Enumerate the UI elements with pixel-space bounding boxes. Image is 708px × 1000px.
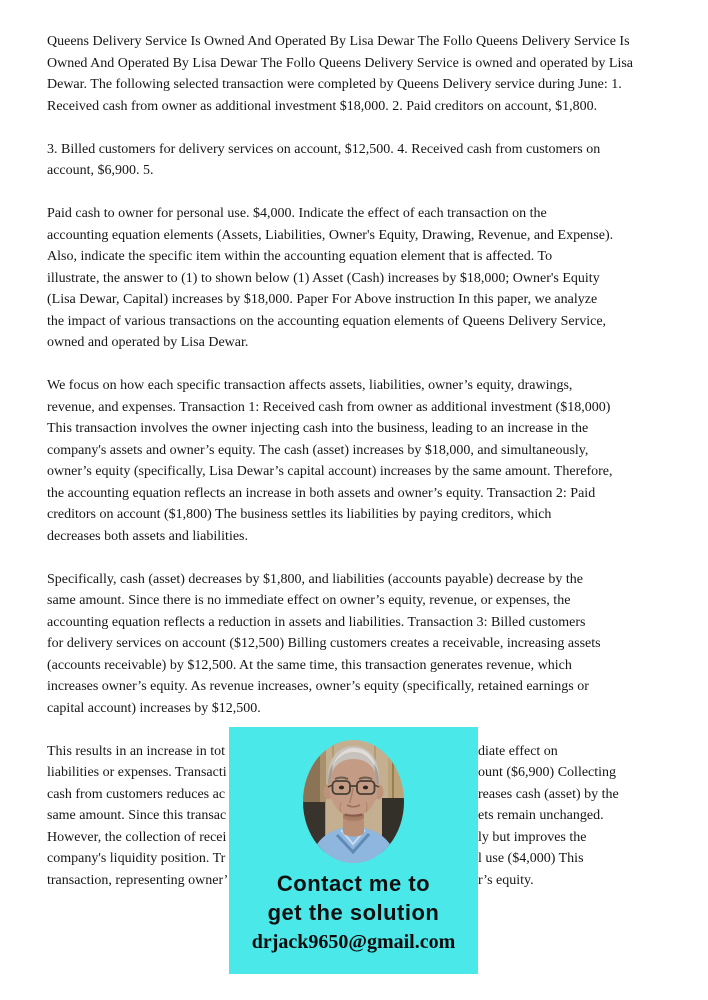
text-fragment-right: l use ($4,000) This [478,851,584,866]
text-fragment-right: ets remain unchanged. [478,808,604,823]
paragraph [47,569,663,720]
paragraph [47,31,663,117]
text-line: revenue, and expenses. Transaction 1: Received cash from owner as additional investment ($18,000) [47,399,611,415]
paragraph [47,375,663,547]
text-fragment-right: r’s equity. [478,872,534,888]
tutor-portrait-graphic [303,740,404,863]
text-line: Also, indicate the specific item within the accounting equation element that is affected. To [47,249,553,264]
text-fragment-right: diate effect on [478,743,558,759]
text-line: owner’s equity (specifically, Lisa Dewar’s capital account) increases by the same amount. Therefore, [47,464,613,479]
text-fragment-right: ly but improves the [478,829,587,845]
text-line: Paid cash to owner for personal use. $4,000. Indicate the effect of each transaction on the [47,206,547,221]
text-line: illustrate, the answer to (1) to shown below (1) Asset (Cash) increases by $18,000; Owner's Equity [47,270,600,286]
text-line: Owned And Operated By Lisa Dewar The Follo Queens Delivery Service is owned and operated by Lisa [47,55,634,71]
paragraph [47,203,663,354]
text-fragment-left: liabilities or expenses. Transacti [47,765,227,780]
text-fragment-left: cash from customers reduces ac [47,786,226,802]
text-line: We focus on how each specific transaction affects assets, liabilities, owner’s equity, drawings, [47,378,573,393]
text-line: (Lisa Dewar, Capital) increases by $18,000. Paper For Above instruction In this paper, we analyze [47,292,598,307]
contact-message-line2: get the solution [267,900,440,925]
text-line: the impact of various transactions on the accounting equation elements of Queens Delivery Service, [47,313,607,329]
text-line: decreases both assets and liabilities. [47,528,248,544]
tutor-photo [303,740,404,863]
text-fragment-left: company's liquidity position. Tr [47,851,226,866]
text-line: Dewar. The following selected transaction were completed by Queens Delivery service during June: 1. [47,77,622,92]
contact-message-line1: Contact me to [276,871,431,896]
text-line: company's assets and owner’s equity. The cash (asset) increases by $18,000, and simultaneously, [47,442,589,458]
text-fragment-right: ount ($6,900) Collecting [478,765,617,780]
text-line: accounting equation reflects a reduction in assets and liabilities. Transaction 3: Billed customers [47,614,586,630]
text-line: increases owner’s equity. As revenue increases, owner’s equity (specifically, retained earnings or [47,679,589,694]
text-fragment-left: same amount. Since this transac [47,808,227,823]
text-line: same amount. Since there is no immediate effect on owner’s equity, revenue, or expenses, the [47,593,571,608]
text-fragment-left: This results in an increase in tot [47,743,226,759]
text-line: account, $6,900. 5. [47,163,154,178]
text-line: Queens Delivery Service Is Owned And Operated By Lisa Dewar The Follo Queens Delivery Service Is [47,34,630,49]
text-fragment-left: However, the collection of recei [47,829,227,845]
text-line: accounting equation elements (Assets, Liabilities, Owner's Equity, Drawing, Revenue, and Expense). [47,227,614,243]
text-line: 3. Billed customers for delivery services on account, $12,500. 4. Received cash from customers on [47,141,601,157]
text-line: the accounting equation reflects an increase in both assets and owner’s equity. Transaction 2: Paid [47,485,596,501]
text-line: Specifically, cash (asset) decreases by $1,800, and liabilities (accounts payable) decrease by the [47,571,583,587]
text-line: owned and operated by Lisa Dewar. [47,335,249,350]
text-line: (accounts receivable) by $12,500. At the same time, this transaction generates revenue, which [47,657,572,673]
text-line: for delivery services on account ($12,500) Billing customers creates a receivable, increasing assets [47,636,601,651]
text-line: capital account) increases by $12,500. [47,700,261,716]
text-fragment-left: transaction, representing owner’ [47,872,229,888]
text-line: This transaction involves the owner injecting cash into the business, leading to an increase in the [47,421,589,436]
text-fragment-right: reases cash (asset) by the [478,786,619,802]
text-line: Received cash from owner as additional investment $18,000. 2. Paid creditors on account, $1,800. [47,98,598,114]
contact-overlay-card [229,727,478,974]
text-line: creditors on account ($1,800) The business settles its liabilities by paying creditors, which [47,507,552,522]
contact-email: drjack9650@gmail.com [251,931,456,953]
paragraph [47,139,663,182]
